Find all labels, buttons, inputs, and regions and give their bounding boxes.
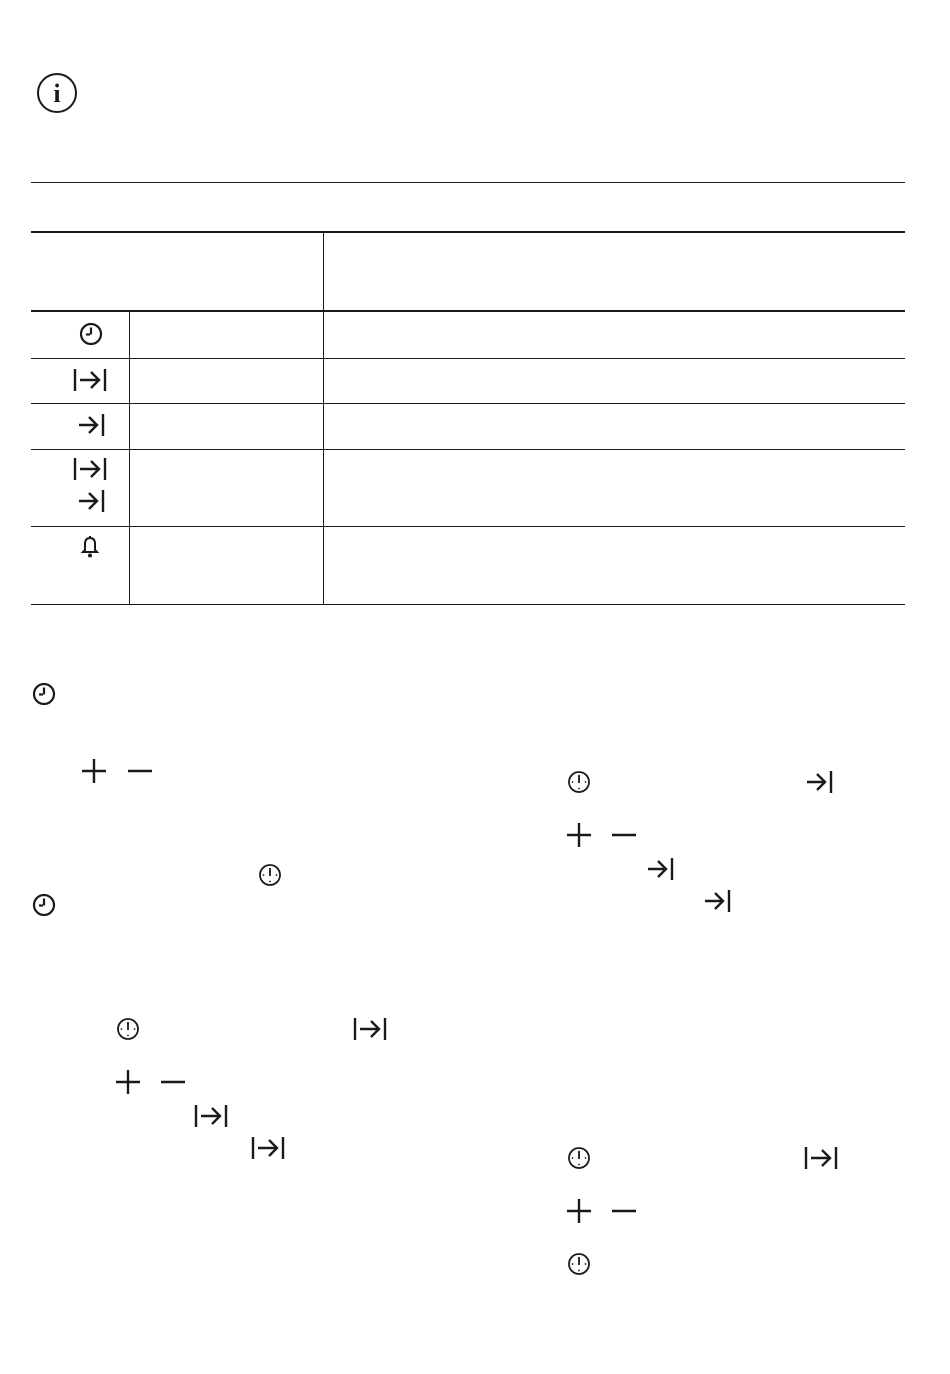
timer-icon xyxy=(116,1017,140,1041)
end-time-icon xyxy=(77,413,105,437)
clock-icon xyxy=(32,682,56,706)
table-row-border xyxy=(31,403,905,404)
table-header-border xyxy=(31,310,905,312)
clock-icon xyxy=(79,322,103,346)
end-time-icon xyxy=(77,489,105,513)
timer-icon xyxy=(567,1146,591,1170)
end-time-icon xyxy=(805,770,833,794)
duration-icon xyxy=(804,1146,838,1170)
end-time-icon xyxy=(646,857,674,881)
info-glyph: i xyxy=(53,79,61,108)
section-divider xyxy=(31,182,905,183)
info-circle-icon xyxy=(36,72,78,114)
plus-icon xyxy=(81,758,107,784)
table-symbol-divider xyxy=(129,311,130,604)
timer-icon xyxy=(567,770,591,794)
minus-icon xyxy=(611,822,637,848)
duration-icon xyxy=(73,368,107,392)
minus-icon xyxy=(611,1198,637,1224)
duration-icon xyxy=(194,1104,228,1128)
table-top-border xyxy=(31,231,905,233)
table-row-border xyxy=(31,449,905,450)
duration-icon xyxy=(251,1136,285,1160)
table-column-divider xyxy=(323,232,324,604)
bell-icon xyxy=(79,535,101,559)
minus-icon xyxy=(160,1069,186,1095)
duration-icon xyxy=(73,457,107,481)
duration-icon xyxy=(353,1017,387,1041)
minus-icon xyxy=(127,758,153,784)
table-row-border xyxy=(31,358,905,359)
timer-icon xyxy=(567,1252,591,1276)
plus-icon xyxy=(566,1198,592,1224)
plus-icon xyxy=(566,822,592,848)
plus-icon xyxy=(115,1069,141,1095)
table-row-border xyxy=(31,526,905,527)
clock-icon xyxy=(32,893,56,917)
end-time-icon xyxy=(703,889,731,913)
timer-icon xyxy=(258,863,282,887)
table-bottom-border xyxy=(31,604,905,605)
